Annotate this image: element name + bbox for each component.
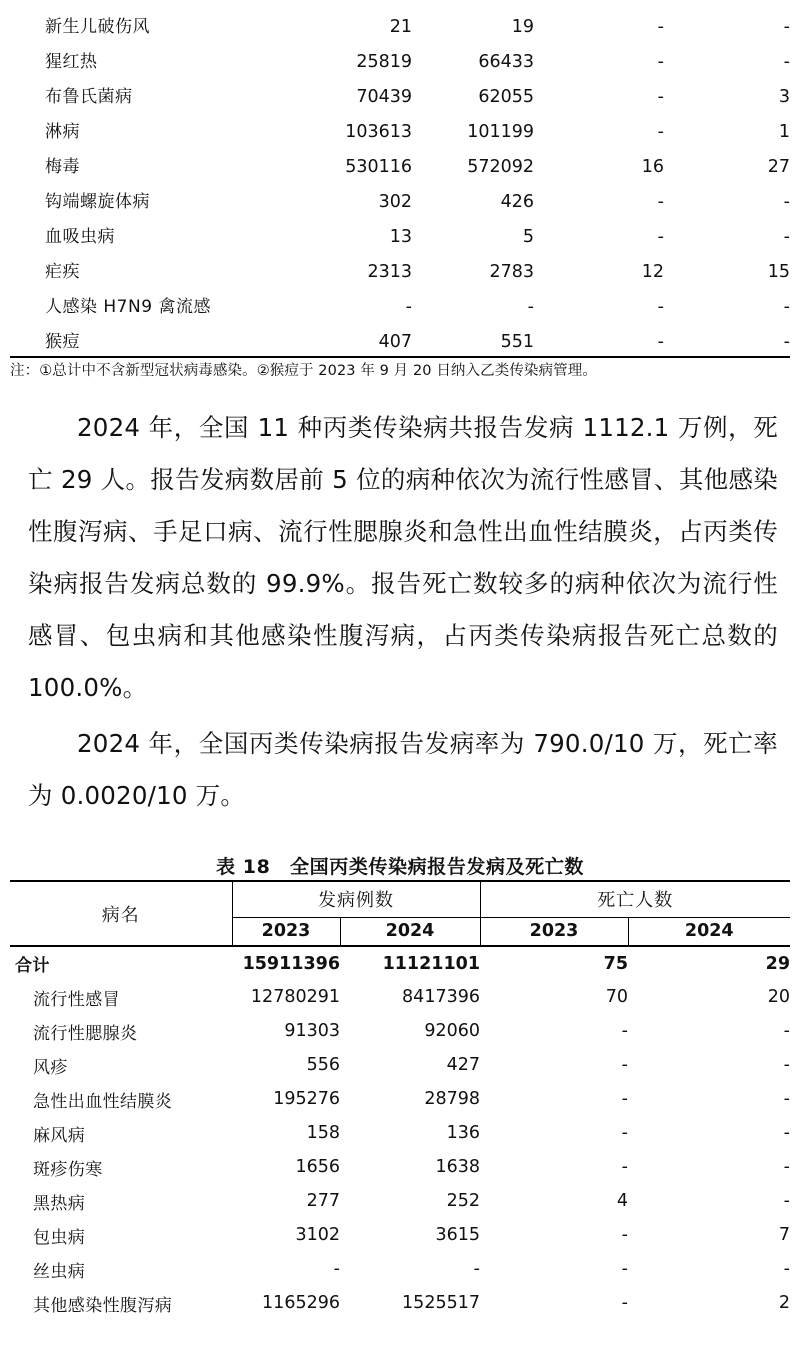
row-disease-name: 风疹: [33, 1057, 68, 1078]
table-row: [10, 220, 790, 255]
table18-body: [10, 946, 790, 1320]
row-cases-2024: -: [473, 1259, 480, 1279]
row-cases-2024: 572092: [467, 156, 534, 177]
row-deaths-2024: 27: [767, 156, 790, 177]
header-cases-2023: 2023: [232, 917, 340, 945]
table-row: [10, 1150, 790, 1184]
table-row: [10, 1218, 790, 1252]
row-deaths-2024: 15: [767, 261, 790, 282]
row-cases-2023: 277: [306, 1191, 340, 1211]
header-disease-name: 病名: [10, 881, 232, 945]
row-disease-name: 流行性腮腺炎: [33, 1023, 138, 1044]
table-row: [10, 80, 790, 115]
row-cases-2023: 21: [389, 16, 412, 37]
row-deaths-2024: 3: [778, 86, 790, 107]
row-deaths-2024: -: [783, 191, 790, 212]
row-cases-2023: -: [405, 296, 412, 317]
row-disease-name: 流行性感冒: [33, 989, 120, 1010]
table-row: [10, 325, 790, 360]
row-deaths-2023: -: [621, 1089, 628, 1109]
row-cases-2023: 70439: [356, 86, 412, 107]
row-deaths-2023: -: [621, 1259, 628, 1279]
row-deaths-2024: -: [783, 296, 790, 317]
row-disease-name: 布鲁氏菌病: [45, 87, 133, 108]
row-cases-2024: 101199: [467, 121, 534, 142]
row-deaths-2024: 1: [778, 121, 790, 142]
table-row: [10, 290, 790, 325]
table-note: 注：①总计中不含新型冠状病毒感染。②猴痘于 2023 年 9 月 20 日纳入乙类传染病管理。: [10, 363, 597, 379]
row-cases-2024: 11121101: [382, 953, 480, 974]
row-disease-name: 血吸虫病: [45, 227, 115, 248]
table-row: [10, 10, 790, 45]
row-cases-2023: 103613: [345, 121, 412, 142]
row-cases-2023: 1165296: [262, 1293, 340, 1313]
table18-head: [10, 881, 790, 946]
row-deaths-2023: 75: [603, 953, 628, 974]
table-row: [10, 150, 790, 185]
row-cases-2024: 62055: [478, 86, 534, 107]
row-cases-2024: 19: [511, 16, 534, 37]
table-row: [10, 980, 790, 1014]
table-row: [10, 1184, 790, 1218]
row-cases-2023: 2313: [367, 261, 412, 282]
paragraph-class-c-summary: 2024 年，全国 11 种丙类传染病共报告发病 1112.1 万例，死亡 29 人。报告发病数居前 5 位的病种依次为流行性感冒、其他感染性腹泻病、手足口病、流行性腮腺炎和急性出血性结膜炎，占丙类传染病报告发病总数的 99.9%。报告死亡数较多的病种依次为流行性感冒、包虫病和其他感染性腹泻病，占丙类传染病报告死亡总数的 100.0%。: [28, 413, 778, 702]
table-bottom-rule: [10, 356, 790, 358]
row-cases-2024: 1525517: [402, 1293, 480, 1313]
header-group-deaths: 死亡人数: [480, 881, 790, 917]
table-row: [10, 45, 790, 80]
row-disease-name: 新生儿破伤风: [45, 17, 150, 38]
row-deaths-2023: -: [621, 1055, 628, 1075]
row-cases-2023: 195276: [273, 1089, 340, 1109]
row-deaths-2023: -: [657, 86, 664, 107]
table-row: [10, 255, 790, 290]
row-cases-2023: 158: [306, 1123, 340, 1143]
row-cases-2023: 302: [378, 191, 412, 212]
row-disease-name: 麻风病: [33, 1125, 86, 1146]
header-group-cases: 发病例数: [232, 881, 480, 917]
row-disease-name: 合计: [15, 956, 50, 976]
row-disease-name: 淋病: [45, 122, 80, 143]
row-deaths-2023: -: [657, 226, 664, 247]
row-cases-2024: 8417396: [402, 987, 480, 1007]
row-deaths-2024: -: [783, 1191, 790, 1211]
row-disease-name: 包虫病: [33, 1227, 86, 1248]
table-row: [10, 1048, 790, 1082]
table-row: [10, 185, 790, 220]
row-deaths-2023: 70: [605, 987, 628, 1007]
row-deaths-2023: -: [621, 1157, 628, 1177]
table18-title: 表 18 全国丙类传染病报告发病及死亡数: [215, 856, 585, 878]
row-deaths-2024: -: [783, 51, 790, 72]
row-cases-2023: 3102: [295, 1225, 340, 1245]
row-cases-2024: 28798: [424, 1089, 480, 1109]
paragraph-incidence-mortality-rate: 2024 年，全国丙类传染病报告发病率为 790.0/10 万，死亡率为 0.0020/10 万。: [28, 729, 778, 810]
row-cases-2024: 1638: [435, 1157, 480, 1177]
row-cases-2023: 1656: [295, 1157, 340, 1177]
row-cases-2024: 5: [522, 226, 534, 247]
row-cases-2023: 556: [306, 1055, 340, 1075]
row-disease-name: 丝虫病: [33, 1261, 86, 1282]
table-row: [10, 946, 790, 980]
row-cases-2024: 136: [446, 1123, 480, 1143]
table18: [10, 880, 790, 1320]
row-disease-name: 疟疾: [45, 262, 80, 283]
header-deaths-2023: 2023: [480, 917, 628, 945]
table-row: [10, 1014, 790, 1048]
row-deaths-2023: 16: [641, 156, 664, 177]
row-deaths-2024: 7: [778, 1225, 790, 1245]
row-cases-2024: 427: [446, 1055, 480, 1075]
row-cases-2023: 12780291: [250, 987, 340, 1007]
row-deaths-2024: 20: [767, 987, 790, 1007]
row-deaths-2023: -: [657, 51, 664, 72]
table-row: [10, 115, 790, 150]
row-cases-2023: 407: [378, 331, 412, 352]
row-disease-name: 斑疹伤寒: [33, 1159, 103, 1180]
row-deaths-2023: -: [621, 1021, 628, 1041]
row-cases-2023: 25819: [356, 51, 412, 72]
row-deaths-2023: -: [621, 1225, 628, 1245]
row-cases-2024: 92060: [424, 1021, 480, 1041]
table-row: [10, 1286, 790, 1320]
row-disease-name: 黑热病: [33, 1193, 86, 1214]
row-deaths-2024: -: [783, 1089, 790, 1109]
table-row: [10, 1082, 790, 1116]
row-deaths-2024: -: [783, 226, 790, 247]
row-disease-name: 猴痘: [45, 332, 80, 353]
row-disease-name: 猩红热: [45, 52, 98, 73]
continued-table-body: [10, 10, 790, 360]
row-deaths-2024: -: [783, 1157, 790, 1177]
row-deaths-2024: -: [783, 1021, 790, 1041]
row-cases-2024: 3615: [435, 1225, 480, 1245]
row-disease-name: 急性出血性结膜炎: [33, 1091, 173, 1112]
row-cases-2023: 91303: [284, 1021, 340, 1041]
row-deaths-2023: -: [657, 121, 664, 142]
row-deaths-2024: 2: [778, 1293, 790, 1313]
row-cases-2023: 13: [389, 226, 412, 247]
row-deaths-2024: -: [783, 16, 790, 37]
row-deaths-2023: -: [657, 296, 664, 317]
row-disease-name: 其他感染性腹泻病: [33, 1295, 173, 1316]
row-deaths-2023: 4: [616, 1191, 628, 1211]
row-deaths-2024: 29: [765, 953, 790, 974]
row-cases-2024: 2783: [489, 261, 534, 282]
row-deaths-2023: 12: [641, 261, 664, 282]
row-deaths-2024: -: [783, 1055, 790, 1075]
continued-disease-table: [10, 10, 790, 360]
row-disease-name: 人感染 H7N9 禽流感: [45, 297, 211, 318]
row-cases-2023: 530116: [345, 156, 412, 177]
row-cases-2024: 252: [446, 1191, 480, 1211]
row-deaths-2024: -: [783, 1259, 790, 1279]
row-deaths-2023: -: [657, 191, 664, 212]
header-deaths-2024: 2024: [628, 917, 790, 945]
row-cases-2024: 551: [500, 331, 534, 352]
row-cases-2024: 426: [500, 191, 534, 212]
header-cases-2024: 2024: [340, 917, 480, 945]
row-deaths-2023: -: [621, 1293, 628, 1313]
row-disease-name: 梅毒: [45, 157, 80, 178]
row-deaths-2023: -: [657, 331, 664, 352]
row-deaths-2023: -: [657, 16, 664, 37]
row-cases-2023: 15911396: [242, 953, 340, 974]
row-deaths-2023: -: [621, 1123, 628, 1143]
table-row: [10, 1252, 790, 1286]
row-deaths-2024: -: [783, 331, 790, 352]
row-disease-name: 钩端螺旋体病: [45, 192, 150, 213]
table18-header-row-groups: [10, 881, 790, 917]
row-cases-2023: -: [333, 1259, 340, 1279]
row-cases-2024: -: [527, 296, 534, 317]
row-deaths-2024: -: [783, 1123, 790, 1143]
table18-wrapper: [10, 880, 790, 1320]
row-cases-2024: 66433: [478, 51, 534, 72]
table-row: [10, 1116, 790, 1150]
